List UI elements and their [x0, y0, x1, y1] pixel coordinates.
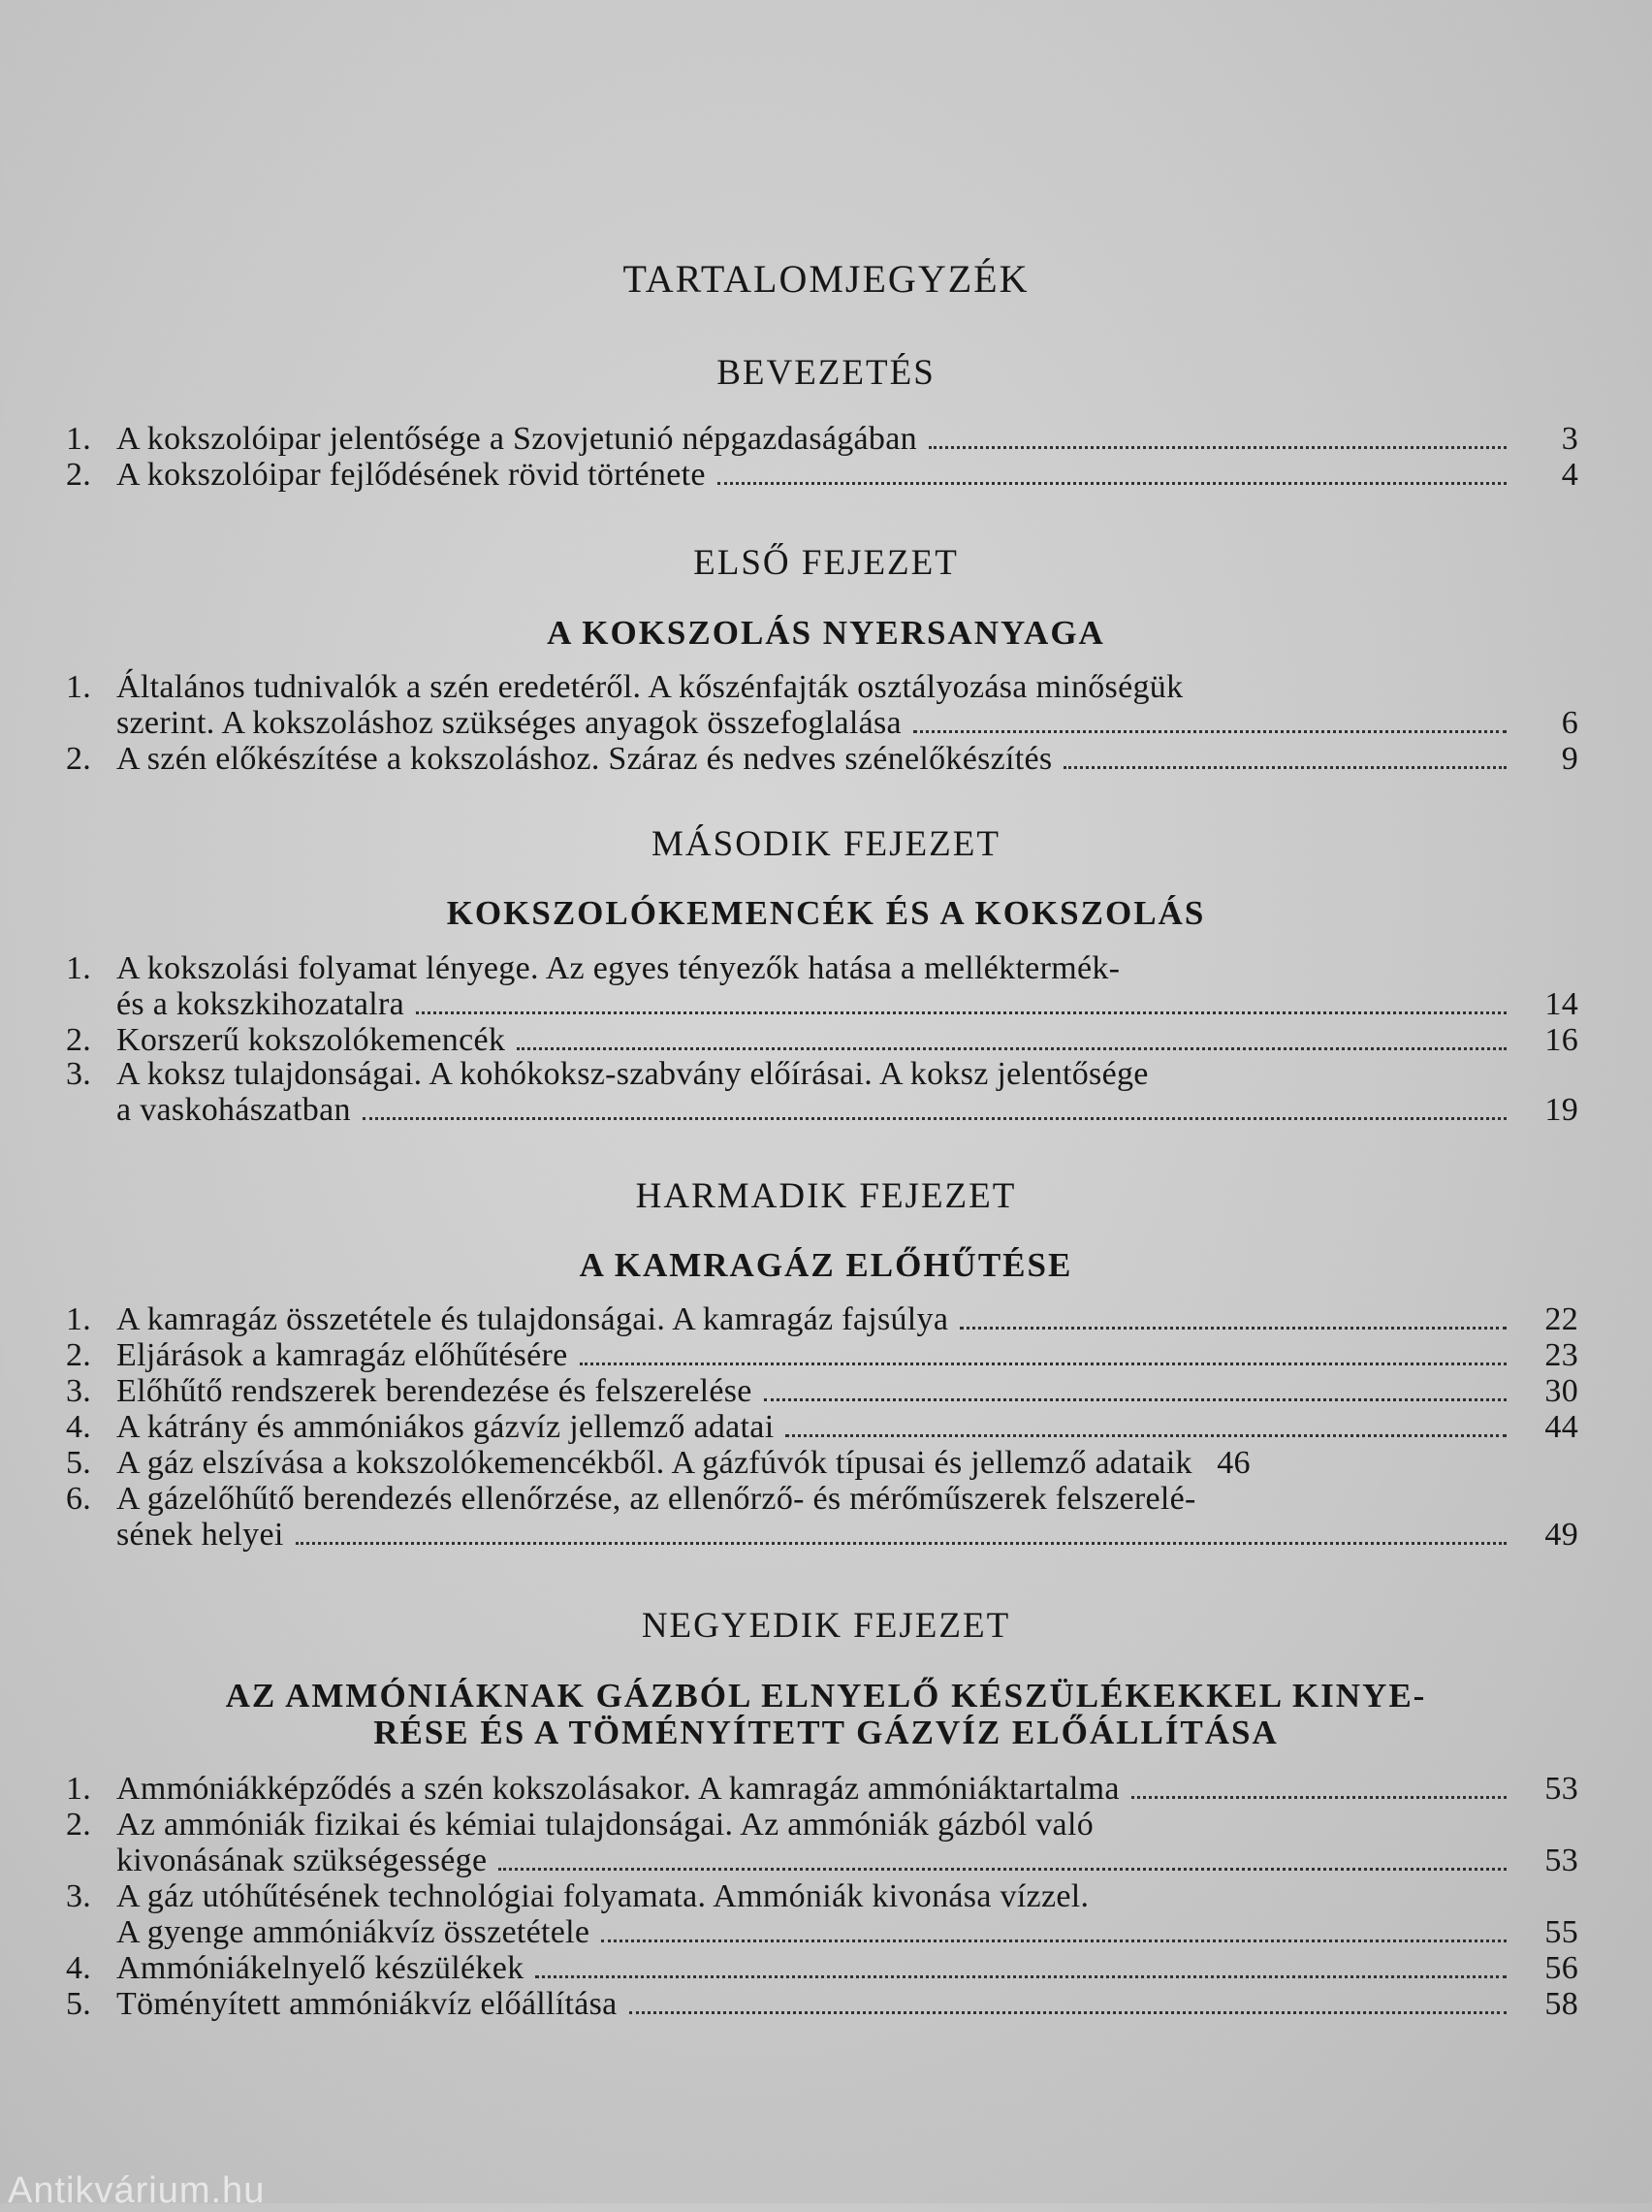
- entry-title: Előhűtő rendszerek berendezése és felszerelése: [116, 1373, 752, 1409]
- chapter-title: A KOKSZOLÁS NYERSANYAGA: [547, 614, 1105, 652]
- entry-title: Töményített ammóniákvíz előállítása: [116, 1986, 618, 2022]
- chapter-label: MÁSODIK FEJEZET: [651, 824, 1001, 864]
- toc-entry: [66, 741, 1578, 777]
- watermark-text: Antikvárium.hu: [8, 2170, 266, 2211]
- entry-page: 55: [1544, 1914, 1578, 1950]
- entry-number: 3.: [66, 1056, 92, 1092]
- toc-entry: [66, 1337, 1578, 1373]
- toc-entry: [66, 1481, 1578, 1553]
- dot-leader: [416, 1011, 1507, 1014]
- entry-number: 2.: [66, 457, 92, 493]
- dot-leader: [929, 446, 1507, 449]
- toc-entry: [66, 669, 1578, 741]
- entry-title: A koksz tulajdonságai. A kohókoksz-szabvány előírásai. A koksz jelentősége: [116, 1056, 1149, 1092]
- toc-entry: [66, 1022, 1578, 1058]
- entry-title: A kokszolóipar jelentősége a Szovjetunió népgazdaságában: [116, 421, 917, 457]
- entry-title: Eljárások a kamragáz előhűtésére: [116, 1337, 568, 1373]
- entry-title: A gáz utóhűtésének technológiai folyamata. Ammóniák kivonása vízzel.: [116, 1878, 1090, 1914]
- entry-title: A szén előkészítése a kokszoláshoz. Száraz és nedves szénelőkészítés: [116, 741, 1053, 777]
- dot-leader: [1131, 1796, 1507, 1799]
- entry-title-cont: szerint. A kokszoláshoz szükséges anyagok összefoglalása: [116, 705, 902, 741]
- entry-title: Ammóniákképződés a szén kokszolásakor. A kamragáz ammóniáktartalma: [116, 1771, 1120, 1807]
- entry-number: 4.: [66, 1409, 92, 1445]
- toc-entry: [66, 1056, 1578, 1128]
- toc-entry: [66, 1445, 1578, 1481]
- entry-number: 1.: [66, 669, 92, 705]
- entry-number: 1.: [66, 1301, 92, 1337]
- dot-leader: [629, 2011, 1507, 2014]
- entry-page: 9: [1561, 741, 1578, 777]
- intro-label: BEVEZETÉS: [716, 353, 936, 393]
- entry-page: 46: [1217, 1445, 1251, 1481]
- entry-title: Ammóniákelnyelő készülékek: [116, 1950, 524, 1986]
- dot-leader: [517, 1047, 1507, 1050]
- entry-page: 23: [1544, 1337, 1578, 1373]
- chapter-label: NEGYEDIK FEJEZET: [641, 1606, 1011, 1646]
- entry-number: 2.: [66, 1337, 92, 1373]
- entry-title: Általános tudnivalók a szén eredetéről. A kőszénfajták osztályozása minőségük: [116, 669, 1184, 705]
- entry-title-cont: a vaskohászatban: [116, 1092, 351, 1128]
- toc-entry: [66, 1878, 1578, 1950]
- entry-title: A gázelőhűtő berendezés ellenőrzése, az ellenőrző- és mérőműszerek felszerelé-: [116, 1481, 1196, 1517]
- toc-entry: [66, 1373, 1578, 1409]
- entry-number: 2.: [66, 741, 92, 777]
- chapter-label: HARMADIK FEJEZET: [635, 1176, 1017, 1216]
- dot-leader: [764, 1398, 1507, 1401]
- entry-title: Korszerű kokszolókemencék: [116, 1022, 506, 1058]
- dot-leader: [363, 1117, 1507, 1120]
- chapter-title-cont: RÉSE ÉS A TÖMÉNYÍTETT GÁZVÍZ ELŐÁLLÍTÁSA: [373, 1714, 1279, 1751]
- entry-number: 5.: [66, 1445, 92, 1481]
- entry-title-cont: A gyenge ammóniákvíz összetétele: [116, 1914, 590, 1950]
- dot-leader: [960, 1327, 1507, 1330]
- entry-number: 2.: [66, 1807, 92, 1843]
- entry-title: A kokszolási folyamat lényege. Az egyes tényezők hatása a melléktermék-: [116, 950, 1121, 986]
- entry-number: 6.: [66, 1481, 92, 1517]
- entry-title-cont: sének helyei: [116, 1517, 284, 1553]
- entry-title: A kamragáz összetétele és tulajdonságai. A kamragáz fajsúlya: [116, 1301, 949, 1337]
- entry-number: 3.: [66, 1373, 92, 1409]
- entry-page: 22: [1544, 1301, 1578, 1337]
- chapter-title: KOKSZOLÓKEMENCÉK ÉS A KOKSZOLÁS: [446, 894, 1206, 932]
- dot-leader: [1064, 766, 1507, 769]
- entry-number: 2.: [66, 1022, 92, 1058]
- entry-page: 53: [1544, 1771, 1578, 1807]
- entry-page: 16: [1544, 1022, 1578, 1058]
- toc-entry: [66, 1301, 1578, 1337]
- chapter-label: ELSŐ FEJEZET: [693, 543, 959, 583]
- entry-number: 1.: [66, 421, 92, 457]
- entry-title-cont: kivonásának szükségessége: [116, 1843, 488, 1878]
- entry-number: 4.: [66, 1950, 92, 1986]
- chapter-title: A KAMRAGÁZ ELŐHŰTÉSE: [579, 1246, 1073, 1284]
- entry-page: 49: [1544, 1517, 1578, 1553]
- entry-page: 44: [1544, 1409, 1578, 1445]
- toc-entry: [66, 1409, 1578, 1445]
- entry-number: 5.: [66, 1986, 92, 2022]
- entry-number: 1.: [66, 950, 92, 986]
- entry-number: 1.: [66, 1771, 92, 1807]
- toc-entry: [66, 1986, 1578, 2022]
- dot-leader: [498, 1868, 1507, 1871]
- dot-leader: [296, 1542, 1507, 1545]
- dot-leader: [601, 1940, 1507, 1942]
- entry-title: A kátrány és ammóniákos gázvíz jellemző adatai: [116, 1409, 775, 1445]
- entry-page: 58: [1544, 1986, 1578, 2022]
- dot-leader: [535, 1975, 1507, 1978]
- entry-page: 30: [1544, 1373, 1578, 1409]
- entry-title: Az ammóniák fizikai és kémiai tulajdonságai. Az ammóniák gázból való: [116, 1807, 1094, 1843]
- toc-entry: [66, 1807, 1578, 1878]
- entry-page: 53: [1544, 1843, 1578, 1878]
- entry-title-cont: és a kokszkihozatalra: [116, 986, 405, 1022]
- toc-entry: [66, 1950, 1578, 1986]
- dot-leader: [785, 1434, 1507, 1437]
- entry-title: A gáz elszívása a kokszolókemencékből. A gázfúvók típusai és jellemző adataik: [116, 1445, 1192, 1481]
- dot-leader: [913, 730, 1507, 733]
- entry-page: 6: [1561, 705, 1578, 741]
- entry-page: 4: [1561, 457, 1578, 493]
- entry-page: 19: [1544, 1092, 1578, 1128]
- toc-entry: [66, 1771, 1578, 1807]
- page-title: TARTALOMJEGYZÉK: [622, 257, 1030, 301]
- toc-entry: [66, 421, 1578, 457]
- chapter-title: AZ AMMÓNIÁKNAK GÁZBÓL ELNYELŐ KÉSZÜLÉKEKKEL KINYE-: [225, 1677, 1427, 1715]
- toc-entry: [66, 950, 1578, 1022]
- entry-page: 14: [1544, 986, 1578, 1022]
- toc-entry: [66, 457, 1578, 493]
- entry-page: 3: [1561, 421, 1578, 457]
- entry-title: A kokszolóipar fejlődésének rövid története: [116, 457, 706, 493]
- entry-number: 3.: [66, 1878, 92, 1914]
- entry-page: 56: [1544, 1950, 1578, 1986]
- dot-leader: [717, 482, 1507, 485]
- dot-leader: [580, 1362, 1507, 1365]
